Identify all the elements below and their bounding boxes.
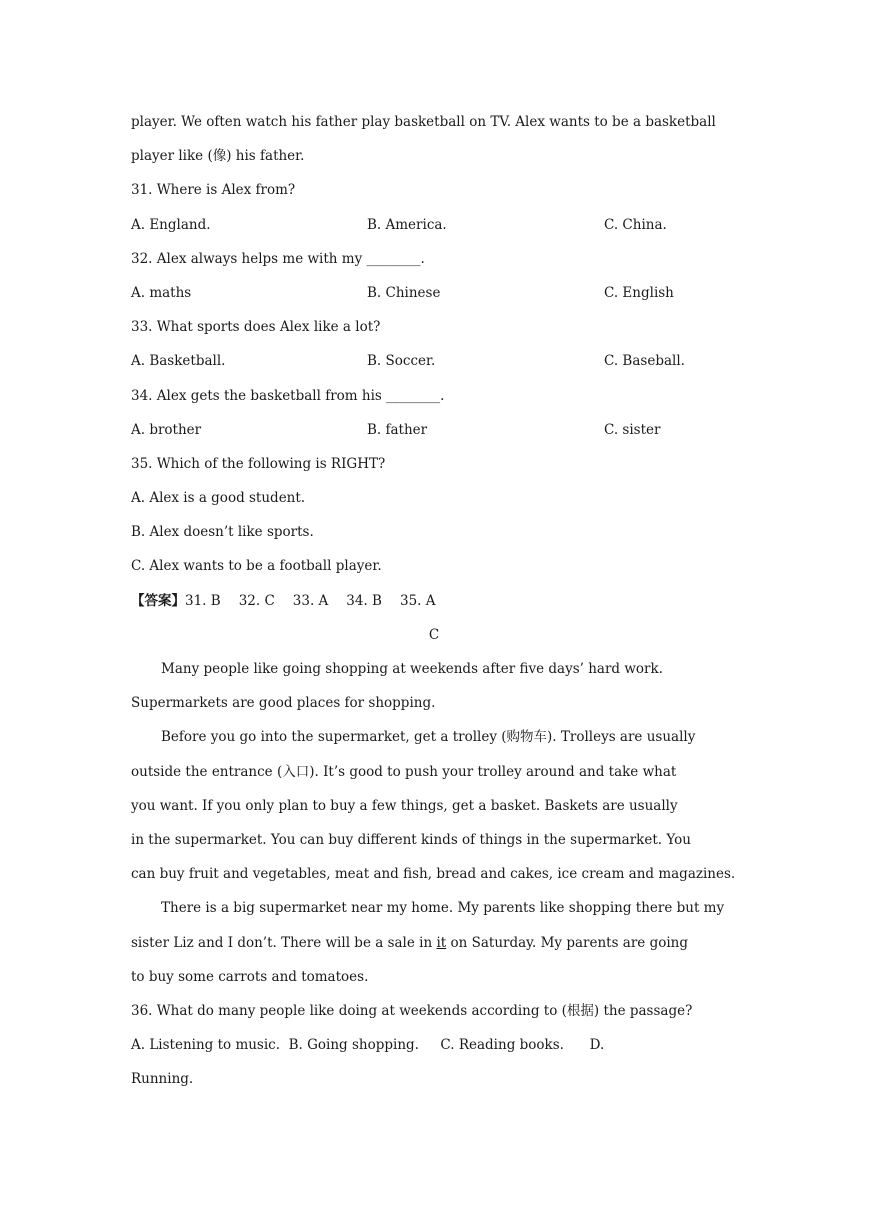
question-36-options-wrap: Running. <box>131 1071 194 1088</box>
option-a: A. Basketball. <box>131 353 226 370</box>
answer-value: 31. B <box>185 592 221 609</box>
passage-line: Supermarkets are good places for shopping. <box>131 695 436 712</box>
section-heading: C <box>428 626 440 643</box>
option-b: B. father <box>367 421 428 438</box>
option-c: C. Baseball. <box>604 353 685 370</box>
option-b: B. Chinese <box>367 284 441 301</box>
passage-line: There is a big supermarket near my home. My parents like shopping there but my <box>161 900 725 917</box>
answer-value: 35. A <box>399 592 436 609</box>
question-31-options <box>131 213 737 247</box>
question-36-stem: 36. What do many people like doing at weekends according to (根据) the passage? <box>131 1002 693 1019</box>
question-32-stem: 32. Alex always helps me with my ________. <box>131 250 425 267</box>
question-34-stem: 34. Alex gets the basketball from his ________. <box>131 387 445 404</box>
underlined-word: it <box>436 934 447 951</box>
passage-line: to buy some carrots and tomatoes. <box>131 968 369 985</box>
answer-value: 34. B <box>346 592 382 609</box>
option-b: B. Soccer. <box>367 353 436 370</box>
question-32-options <box>131 281 737 315</box>
text-run: sister Liz and I don’t. There will be a sale in <box>131 934 437 951</box>
question-33-stem: 33. What sports does Alex like a lot? <box>131 319 381 336</box>
question-35-option-b: B. Alex doesn’t like sports. <box>131 524 314 541</box>
option-c: C. sister <box>604 421 661 438</box>
answer-label: 【答案】 <box>131 592 185 609</box>
passage-line: you want. If you only plan to buy a few things, get a basket. Baskets are usually <box>131 797 678 814</box>
question-35-stem: 35. Which of the following is RIGHT? <box>131 455 386 472</box>
question-35-option-a: A. Alex is a good student. <box>131 490 306 507</box>
question-33-options <box>131 349 737 383</box>
option-b: B. America. <box>367 216 447 233</box>
option-a: A. England. <box>131 216 211 233</box>
passage-line: Before you go into the supermarket, get a trolley (购物车). Trolleys are usually <box>161 729 696 746</box>
passage-line: Many people like going shopping at weekends after five days’ hard work. <box>161 661 663 677</box>
document-page <box>131 110 737 1101</box>
option-c: C. China. <box>604 216 667 233</box>
passage-line: player like (像) his father. <box>131 148 305 165</box>
question-35-option-c: C. Alex wants to be a football player. <box>131 558 382 575</box>
answer-key <box>131 589 737 623</box>
passage-line: can buy fruit and vegetables, meat and fish, bread and cakes, ice cream and magazines. <box>131 866 736 883</box>
passage-line: player. We often watch his father play basketball on TV. Alex wants to be a basketball <box>131 114 716 130</box>
answer-value: 32. C <box>238 592 275 609</box>
option-a: A. maths <box>131 284 192 301</box>
question-36-options: A. Listening to music. B. Going shopping. C. Reading books. D. <box>131 1037 605 1054</box>
option-c: C. English <box>604 284 674 301</box>
option-a: A. brother <box>131 421 202 438</box>
passage-line: in the supermarket. You can buy different kinds of things in the supermarket. You <box>131 831 691 848</box>
passage-line <box>131 931 737 965</box>
passage-line: outside the entrance (入口). It’s good to push your trolley around and take what <box>131 763 677 780</box>
text-run: on Saturday. My parents are going <box>446 934 689 951</box>
answer-value: 33. A <box>292 592 329 609</box>
question-31-stem: 31. Where is Alex from? <box>131 182 296 199</box>
question-34-options <box>131 418 737 452</box>
